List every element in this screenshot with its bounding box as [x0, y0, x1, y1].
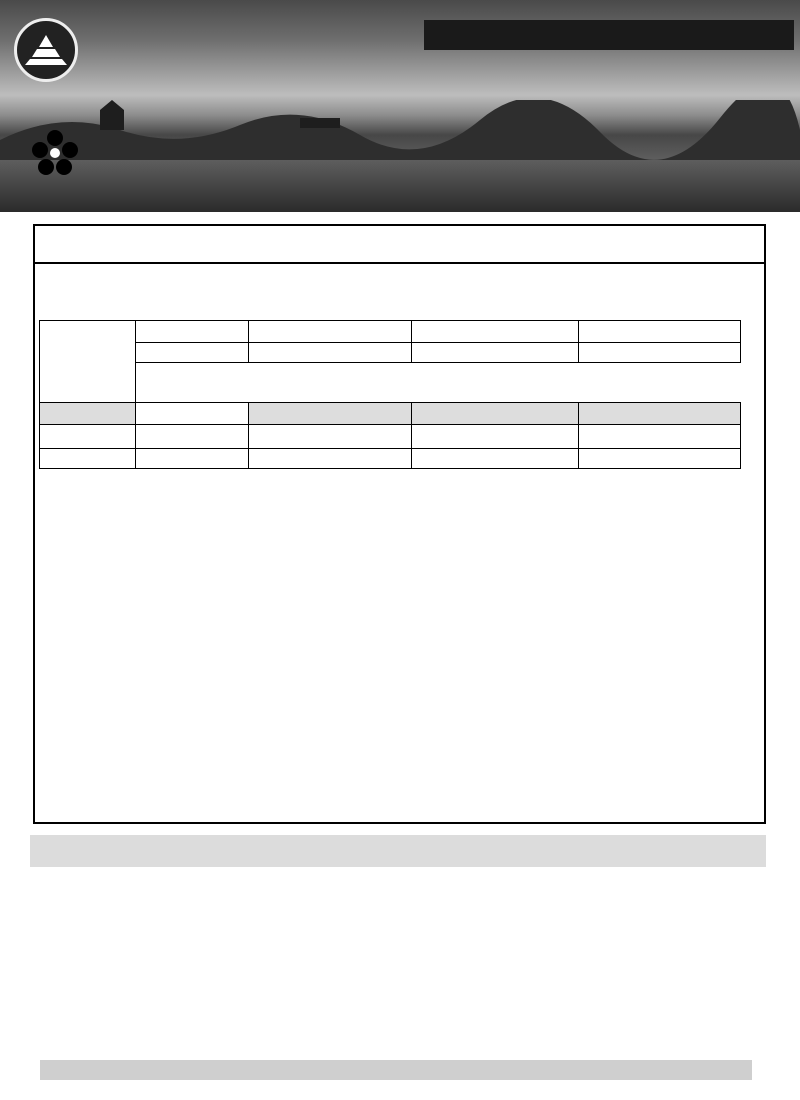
mid-value [249, 425, 412, 449]
group-name [579, 321, 741, 343]
table-title [35, 230, 764, 264]
header-banner [0, 0, 800, 212]
child-value [412, 449, 579, 469]
mid-value [412, 425, 579, 449]
mid-label [40, 425, 136, 449]
promo-parents [418, 58, 798, 98]
group-sub [412, 343, 579, 363]
landscape-silhouette [0, 100, 800, 160]
fan-label [40, 403, 136, 425]
promo-seven-day [424, 20, 794, 50]
price-section [33, 224, 766, 824]
group-name [249, 321, 412, 343]
five-dots-icon [32, 130, 78, 176]
subcol-row [40, 363, 741, 403]
price-table [39, 320, 741, 469]
mid-value [136, 425, 249, 449]
mid-value [579, 425, 741, 449]
child-value [579, 449, 741, 469]
ticket-policy [40, 1060, 752, 1080]
fan-value [136, 403, 249, 425]
group-name [412, 321, 579, 343]
fan-value [579, 403, 741, 425]
child-value [136, 449, 249, 469]
child-value [249, 449, 412, 469]
group-sub [249, 343, 412, 363]
pagoda-logo-icon [14, 18, 78, 82]
fan-value [412, 403, 579, 425]
group-sub [136, 343, 249, 363]
group-name [136, 321, 249, 343]
group-sub [579, 343, 741, 363]
rebate-title [30, 835, 766, 867]
fan-value [249, 403, 412, 425]
left-header [40, 321, 136, 403]
child-label [40, 449, 136, 469]
